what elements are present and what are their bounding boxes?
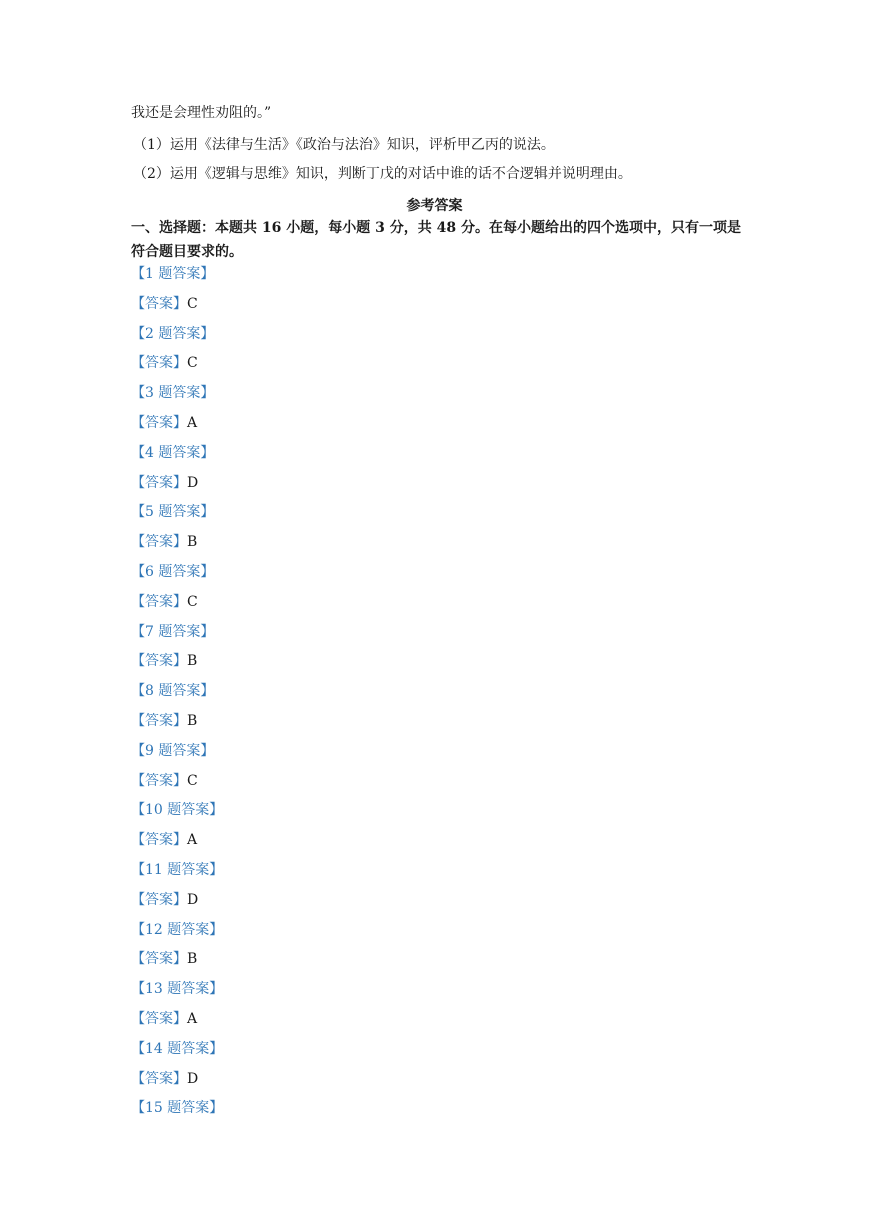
answer-row bbox=[131, 352, 531, 382]
answer-row bbox=[131, 531, 531, 561]
question-answer-header: 【12 题答案】 bbox=[131, 921, 224, 938]
answer-list bbox=[131, 263, 531, 1127]
answer-row bbox=[131, 948, 531, 978]
answer-value: D bbox=[187, 1070, 199, 1087]
answer-value: A bbox=[187, 414, 198, 431]
section-heading-multiple-choice: 一、选择题：本题共 16 小题，每小题 3 分，共 48 分。在每小题给出的四个选项中，只有一项是符合题目要求的。 bbox=[131, 220, 741, 260]
answer-value: C bbox=[187, 295, 198, 312]
question-answer-header: 【2 题答案】 bbox=[131, 325, 215, 342]
answer-value: C bbox=[187, 355, 198, 372]
answer-label: 【答案】 bbox=[131, 891, 187, 908]
sub-question-2: （2）运用《逻辑与思维》知识，判断丁戊的对话中谁的话不合逻辑并说明理由。 bbox=[133, 166, 632, 182]
answer-label: 【答案】 bbox=[131, 534, 187, 551]
answer-value: C bbox=[187, 772, 198, 789]
answer-label: 【答案】 bbox=[131, 1070, 187, 1087]
answer-value: D bbox=[187, 474, 199, 491]
question-answer-header: 【15 题答案】 bbox=[131, 1100, 224, 1117]
answer-row bbox=[131, 591, 531, 621]
question-answer-header: 【6 题答案】 bbox=[131, 563, 215, 580]
answer-value: B bbox=[187, 951, 198, 968]
answer-row bbox=[131, 1008, 531, 1038]
answer-label: 【答案】 bbox=[131, 653, 187, 670]
question-text-continuation: 我还是会理性劝阻的。” bbox=[131, 105, 272, 121]
question-answer-header: 【1 题答案】 bbox=[131, 266, 215, 282]
answer-label: 【答案】 bbox=[131, 712, 187, 729]
answer-label: 【答案】 bbox=[131, 295, 187, 312]
sub-question-1: （1）运用《法律与生活》《政治与法治》知识，评析甲乙丙的说法。 bbox=[133, 137, 555, 153]
question-answer-header: 【9 题答案】 bbox=[131, 742, 215, 759]
answer-value: B bbox=[187, 653, 198, 670]
question-answer-header: 【10 题答案】 bbox=[131, 802, 224, 819]
answer-row bbox=[131, 829, 531, 859]
answer-value: C bbox=[187, 593, 198, 610]
question-answer-header: 【14 题答案】 bbox=[131, 1040, 224, 1057]
question-answer-header: 【4 题答案】 bbox=[131, 444, 215, 461]
question-answer-header: 【5 题答案】 bbox=[131, 504, 215, 521]
answer-row bbox=[131, 889, 531, 919]
answer-label: 【答案】 bbox=[131, 355, 187, 372]
question-answer-header: 【11 题答案】 bbox=[131, 861, 224, 878]
answer-row bbox=[131, 412, 531, 442]
answer-row bbox=[131, 1068, 531, 1098]
answer-row bbox=[131, 650, 531, 680]
question-answer-header: 【8 题答案】 bbox=[131, 683, 215, 700]
answer-row bbox=[131, 710, 531, 740]
answer-label: 【答案】 bbox=[131, 593, 187, 610]
answer-label: 【答案】 bbox=[131, 832, 187, 849]
answer-label: 【答案】 bbox=[131, 1010, 187, 1027]
question-answer-header: 【3 题答案】 bbox=[131, 385, 215, 402]
answer-row bbox=[131, 293, 531, 323]
answer-row bbox=[131, 472, 531, 502]
answer-value: A bbox=[187, 832, 198, 849]
answer-label: 【答案】 bbox=[131, 951, 187, 968]
answer-row bbox=[131, 770, 531, 800]
answer-label: 【答案】 bbox=[131, 414, 187, 431]
answer-label: 【答案】 bbox=[131, 474, 187, 491]
answer-label: 【答案】 bbox=[131, 772, 187, 789]
answer-value: B bbox=[187, 534, 198, 551]
question-answer-header: 【13 题答案】 bbox=[131, 981, 224, 998]
answer-value: B bbox=[187, 712, 198, 729]
question-answer-header: 【7 题答案】 bbox=[131, 623, 215, 640]
answer-value: A bbox=[187, 1010, 198, 1027]
answer-key-title: 参考答案 bbox=[406, 198, 463, 214]
answer-value: D bbox=[187, 891, 199, 908]
